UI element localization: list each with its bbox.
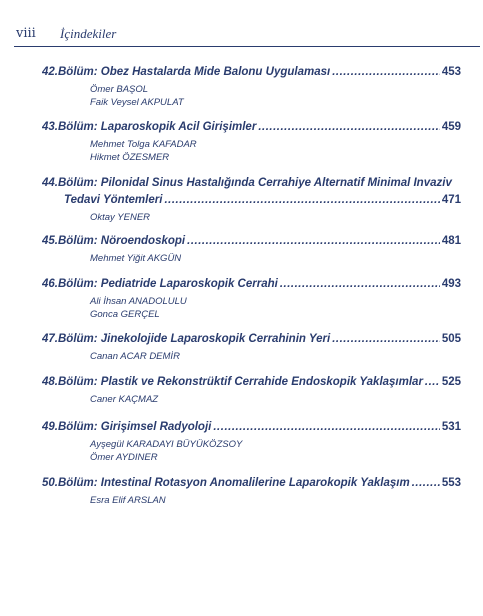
chapter-line[interactable] <box>42 333 461 345</box>
chapter-author: Oktay YENER <box>90 212 151 223</box>
chapter-title: 49.Bölüm: Girişimsel Radyoloji <box>42 421 212 433</box>
dot-leader <box>332 333 440 345</box>
chapter-title: 47.Bölüm: Jinekolojide Laparoskopik Cerrahinin Yeri <box>42 333 331 345</box>
chapter-line[interactable] <box>42 278 461 290</box>
chapter-author: Canan ACAR DEMİR <box>90 351 180 362</box>
chapter-author: Ömer BAŞOL <box>90 84 149 95</box>
chapter-author: Esra Elif ARSLAN <box>90 495 166 506</box>
chapter-author: Mehmet Tolga KAFADAR <box>90 139 197 150</box>
chapter-line-continued[interactable] <box>64 194 461 206</box>
chapter-title-continued: Tedavi Yöntemleri <box>64 194 163 206</box>
page-number: viii <box>16 26 36 41</box>
chapter-title: 46.Bölüm: Pediatride Laparoskopik Cerrahi <box>42 278 278 290</box>
chapter-page: 481 <box>441 235 461 247</box>
page-header <box>0 24 483 46</box>
chapter-page: 493 <box>441 278 461 290</box>
chapter-line[interactable] <box>42 177 461 189</box>
chapter-author: Hikmet ÖZESMER <box>90 152 170 163</box>
chapter-page: 531 <box>441 421 461 433</box>
chapter-page: 471 <box>441 194 461 206</box>
chapter-author: Ömer AYDINER <box>90 452 158 463</box>
chapter-page: 459 <box>441 121 461 133</box>
chapter-page: 453 <box>441 66 461 78</box>
chapter-author: Ali İhsan ANADOLULU <box>90 296 187 307</box>
chapter-author: Caner KAÇMAZ <box>90 394 159 405</box>
chapter-title: 44.Bölüm: Pilonidal Sinus Hastalığında Cerrahiye Alternatif Minimal İnvaziv <box>42 177 452 189</box>
dot-leader <box>258 121 440 133</box>
chapter-author: Mehmet Yiğit AKGÜN <box>90 253 182 264</box>
chapter-title: 50.Bölüm: İntestinal Rotasyon Anomalilerine Laparokopik Yaklaşım <box>42 477 410 489</box>
chapter-line[interactable] <box>42 121 461 133</box>
chapter-line[interactable] <box>42 376 461 388</box>
chapter-title: 42.Bölüm: Obez Hastalarda Mide Balonu Uygulaması <box>42 66 331 78</box>
chapter-author: Faik Veysel AKPULAT <box>90 97 184 108</box>
chapter-line[interactable] <box>42 421 461 433</box>
chapter-line[interactable] <box>42 477 461 489</box>
chapter-title: 48.Bölüm: Plastik ve Rekonstrüktif Cerrahide Endoskopik Yaklaşımlar <box>42 376 423 388</box>
chapter-author: Ayşegül KARADAYI BÜYÜKÖZSOY <box>90 439 243 450</box>
dot-leader <box>412 477 440 489</box>
chapter-author: Gonca GERÇEL <box>90 309 160 320</box>
chapter-line[interactable] <box>42 66 461 78</box>
dot-leader <box>187 235 440 247</box>
chapter-page: 553 <box>441 477 461 489</box>
chapter-page: 525 <box>441 376 461 388</box>
running-title: İçindekiler <box>60 26 117 41</box>
chapter-line[interactable] <box>42 235 461 247</box>
header-rule <box>14 46 480 47</box>
dot-leader <box>280 278 440 290</box>
dot-leader <box>164 194 439 206</box>
dot-leader <box>332 66 440 78</box>
chapter-title: 45.Bölüm: Nöroendoskopi <box>42 235 186 247</box>
dot-leader <box>425 376 440 388</box>
chapter-page: 505 <box>441 333 461 345</box>
dot-leader <box>213 421 439 433</box>
chapter-title: 43.Bölüm: Laparoskopik Acil Girişimler <box>42 121 257 133</box>
